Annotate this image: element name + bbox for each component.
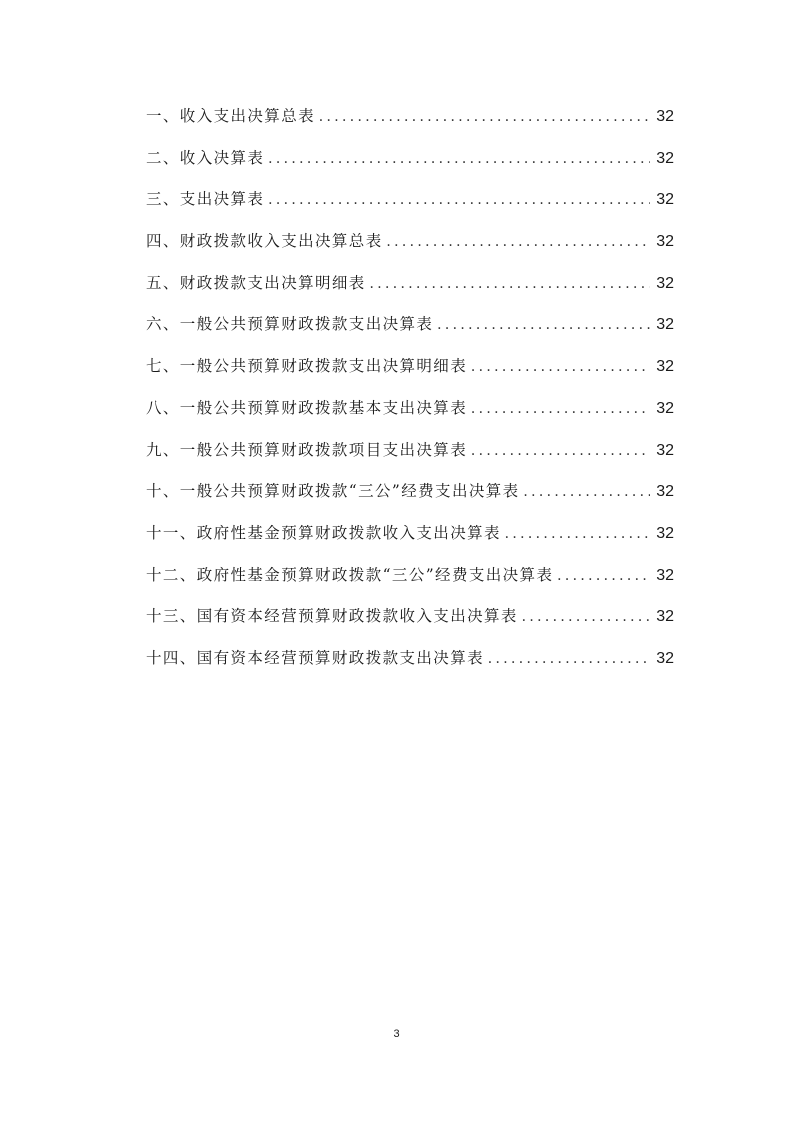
toc-entry[interactable] [146,312,674,354]
toc-dot-leader [370,275,651,293]
toc-entry-page[interactable]: 32 [656,274,674,292]
toc-entry-page[interactable]: 32 [656,608,674,626]
toc-entry-title[interactable]: 四、财政拨款收入支出决算总表 [146,232,383,251]
toc-entry-title[interactable]: 五、财政拨款支出决算明细表 [146,273,366,292]
toc-entry[interactable] [146,396,674,438]
toc-entry-title[interactable]: 十三、国有资本经营预算财政拨款收入支出决算表 [146,607,518,626]
toc-entry-title[interactable]: 十、一般公共预算财政拨款“三公”经费支出决算表 [146,482,520,501]
toc-dot-leader [524,483,651,501]
toc-entry-page[interactable]: 32 [656,108,674,125]
toc-dot-leader [268,191,650,209]
toc-dot-leader [522,608,650,626]
toc-dot-leader [437,316,650,334]
toc-entry-page[interactable]: 32 [656,441,674,459]
toc-dot-leader [505,525,650,543]
toc-entry-page[interactable]: 32 [656,233,674,251]
toc-entry[interactable] [146,146,674,188]
toc-entry[interactable] [146,104,674,146]
toc-entry-page[interactable]: 32 [656,566,674,584]
toc-entry-page[interactable]: 32 [656,649,674,667]
toc-entry[interactable] [146,604,674,646]
toc-entry-title[interactable]: 一、收入支出决算总表 [146,107,316,125]
toc-entry-page[interactable]: 32 [656,358,674,376]
toc-dot-leader [268,150,650,168]
toc-entry[interactable] [146,646,674,688]
toc-dot-leader [471,442,650,460]
toc-entry-page[interactable]: 32 [656,191,674,209]
toc-entry[interactable] [146,187,674,229]
toc-entry-page[interactable]: 32 [656,149,674,167]
toc-entry-page[interactable]: 32 [656,524,674,542]
toc-entry[interactable] [146,563,674,605]
toc-entry[interactable] [146,438,674,480]
toc-entry-title[interactable]: 二、收入决算表 [146,148,265,167]
toc-entry[interactable] [146,521,674,563]
toc-entry-title[interactable]: 三、支出决算表 [146,190,265,209]
toc-dot-leader [557,567,650,585]
toc-entry-title[interactable]: 九、一般公共预算财政拨款项目支出决算表 [146,440,468,459]
toc-entry-page[interactable]: 32 [656,483,674,501]
toc-dot-leader [471,358,650,376]
toc-entry-title[interactable]: 七、一般公共预算财政拨款支出决算明细表 [146,357,468,376]
toc-entry-title[interactable]: 十二、政府性基金预算财政拨款“三公”经费支出决算表 [146,565,554,584]
page-number: 3 [393,1028,400,1040]
toc-dot-leader [387,233,651,251]
toc-dot-leader [471,400,650,418]
toc-dot-leader [488,650,650,668]
toc-entry-title[interactable]: 十一、政府性基金预算财政拨款收入支出决算表 [146,523,501,542]
toc-entry-title[interactable]: 十四、国有资本经营预算财政拨款支出决算表 [146,648,485,667]
toc-entry[interactable] [146,271,674,313]
toc-entry[interactable] [146,354,674,396]
table-of-contents [146,104,674,688]
toc-entry-page[interactable]: 32 [656,399,674,417]
toc-entry-title[interactable]: 八、一般公共预算财政拨款基本支出决算表 [146,398,468,417]
toc-entry-title[interactable]: 六、一般公共预算财政拨款支出决算表 [146,315,434,334]
toc-entry[interactable] [146,479,674,521]
toc-dot-leader [319,108,650,126]
toc-entry[interactable] [146,229,674,271]
toc-entry-page[interactable]: 32 [656,316,674,334]
